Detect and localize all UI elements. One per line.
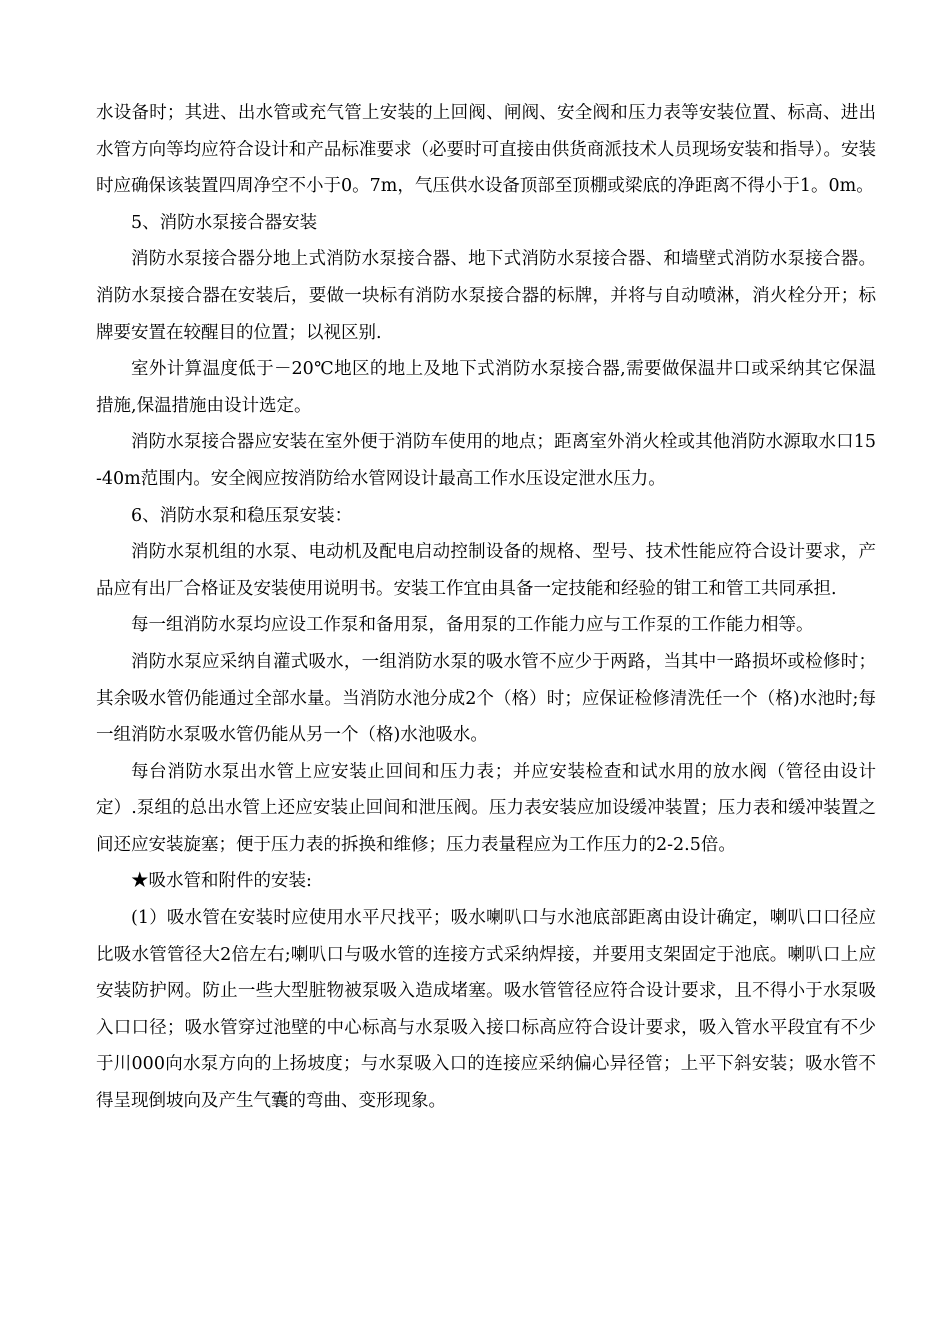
section-heading-suction-pipe: ★吸水管和附件的安装: xyxy=(131,871,312,892)
paragraph-pressure-supply-continued: 水设备时；其进、出水管或充气管上安装的上回阀、闸阀、安全阀和压力表等安装位置、标高、进出水管方向等均应符合设计和产品标准要求（必要时可直接由供货商派技术人员现场安装和指导）。安装时应确保该装置四周净空不小于0。7m，气压供水设备顶部至顶棚或梁底的净距离不得小于1。0m。 xyxy=(96,103,876,197)
paragraph-self-priming: 消防水泵应采纳自灌式吸水，一组消防水泵的吸水管不应少于两路，当其中一路损坏或检修时；其余吸水管仍能通过全部水量。当消防水池分成2个（格）时；应保证检修清洗任一个（格)水池时;每一组消防水泵吸水管仍能从另一个（格)水池吸水。 xyxy=(96,651,876,746)
section-heading-pump-adapter: 5、消防水泵接合器安装 xyxy=(131,212,318,233)
body-text xyxy=(96,95,876,1120)
paragraph-outlet-valves: 每台消防水泵出水管上应安装止回间和压力表；并应安装检查和试水用的放水阀（管径由设计定）.泵组的总出水管上还应安装止回间和泄压阀。压力表安装应加设缓冲装置；压力表和缓冲装置之间还应安装旋塞；便于压力表的拆换和维修；压力表量程应为工作压力的2-2.5倍。 xyxy=(96,761,876,855)
paragraph-pump-unit-specs: 消防水泵机组的水泵、电动机及配电启动控制设备的规格、型号、技术性能应符合设计要求，产品应有出厂合格证及安装使用说明书。安装工作宜由具备一定技能和经验的钳工和管工共同承担. xyxy=(96,542,876,599)
paragraph-outdoor-temperature: 室外计算温度低于－20℃地区的地上及地下式消防水泵接合器,需要做保温井口或采纳其它保温措施,保温措施由设计选定。 xyxy=(96,359,876,416)
paragraph-suction-pipe-details: (1）吸水管在安装时应使用水平尺找平；吸水喇叭口与水池底部距离由设计确定，喇叭口口径应比吸水管管径大2倍左右;喇叭口与吸水管的连接方式采纳焊接，并要用支架固定于池底。喇叭口上应安装防护网。防止一些大型脏物被泵吸入造成堵塞。吸水管管径应符合设计要求，且不得小于水泵吸入口口径；吸水管穿过池壁的中心标高与水泵吸入接口标高应符合设计要求，吸入管水平段宜有不少于川000向水泵方向的上扬坡度；与水泵吸入口的连接应采纳偏心异径管；上平下斜安装；吸水管不得呈现倒坡向及产生气囊的弯曲、变形现象。 xyxy=(96,908,876,1112)
paragraph-adapter-types: 消防水泵接合器分地上式消防水泵接合器、地下式消防水泵接合器、和墙壁式消防水泵接合器。消防水泵接合器在安装后，要做一块标有消防水泵接合器的标牌，并将与自动喷淋，消火栓分开；标牌要安置在较醒目的位置；以视区别. xyxy=(96,249,876,343)
section-heading-pump-installation: 6、消防水泵和稳压泵安装： xyxy=(131,505,353,526)
paragraph-adapter-location: 消防水泵接合器应安装在室外便于消防车使用的地点；距离室外消火栓或其他消防水源取水口15-40m范围内。安全阀应按消防给水管网设计最高工作水压设定泄水压力。 xyxy=(96,432,876,489)
paragraph-standby-pump: 每一组消防水泵均应设工作泵和备用泵，备用泵的工作能力应与工作泵的工作能力相等。 xyxy=(131,615,814,636)
